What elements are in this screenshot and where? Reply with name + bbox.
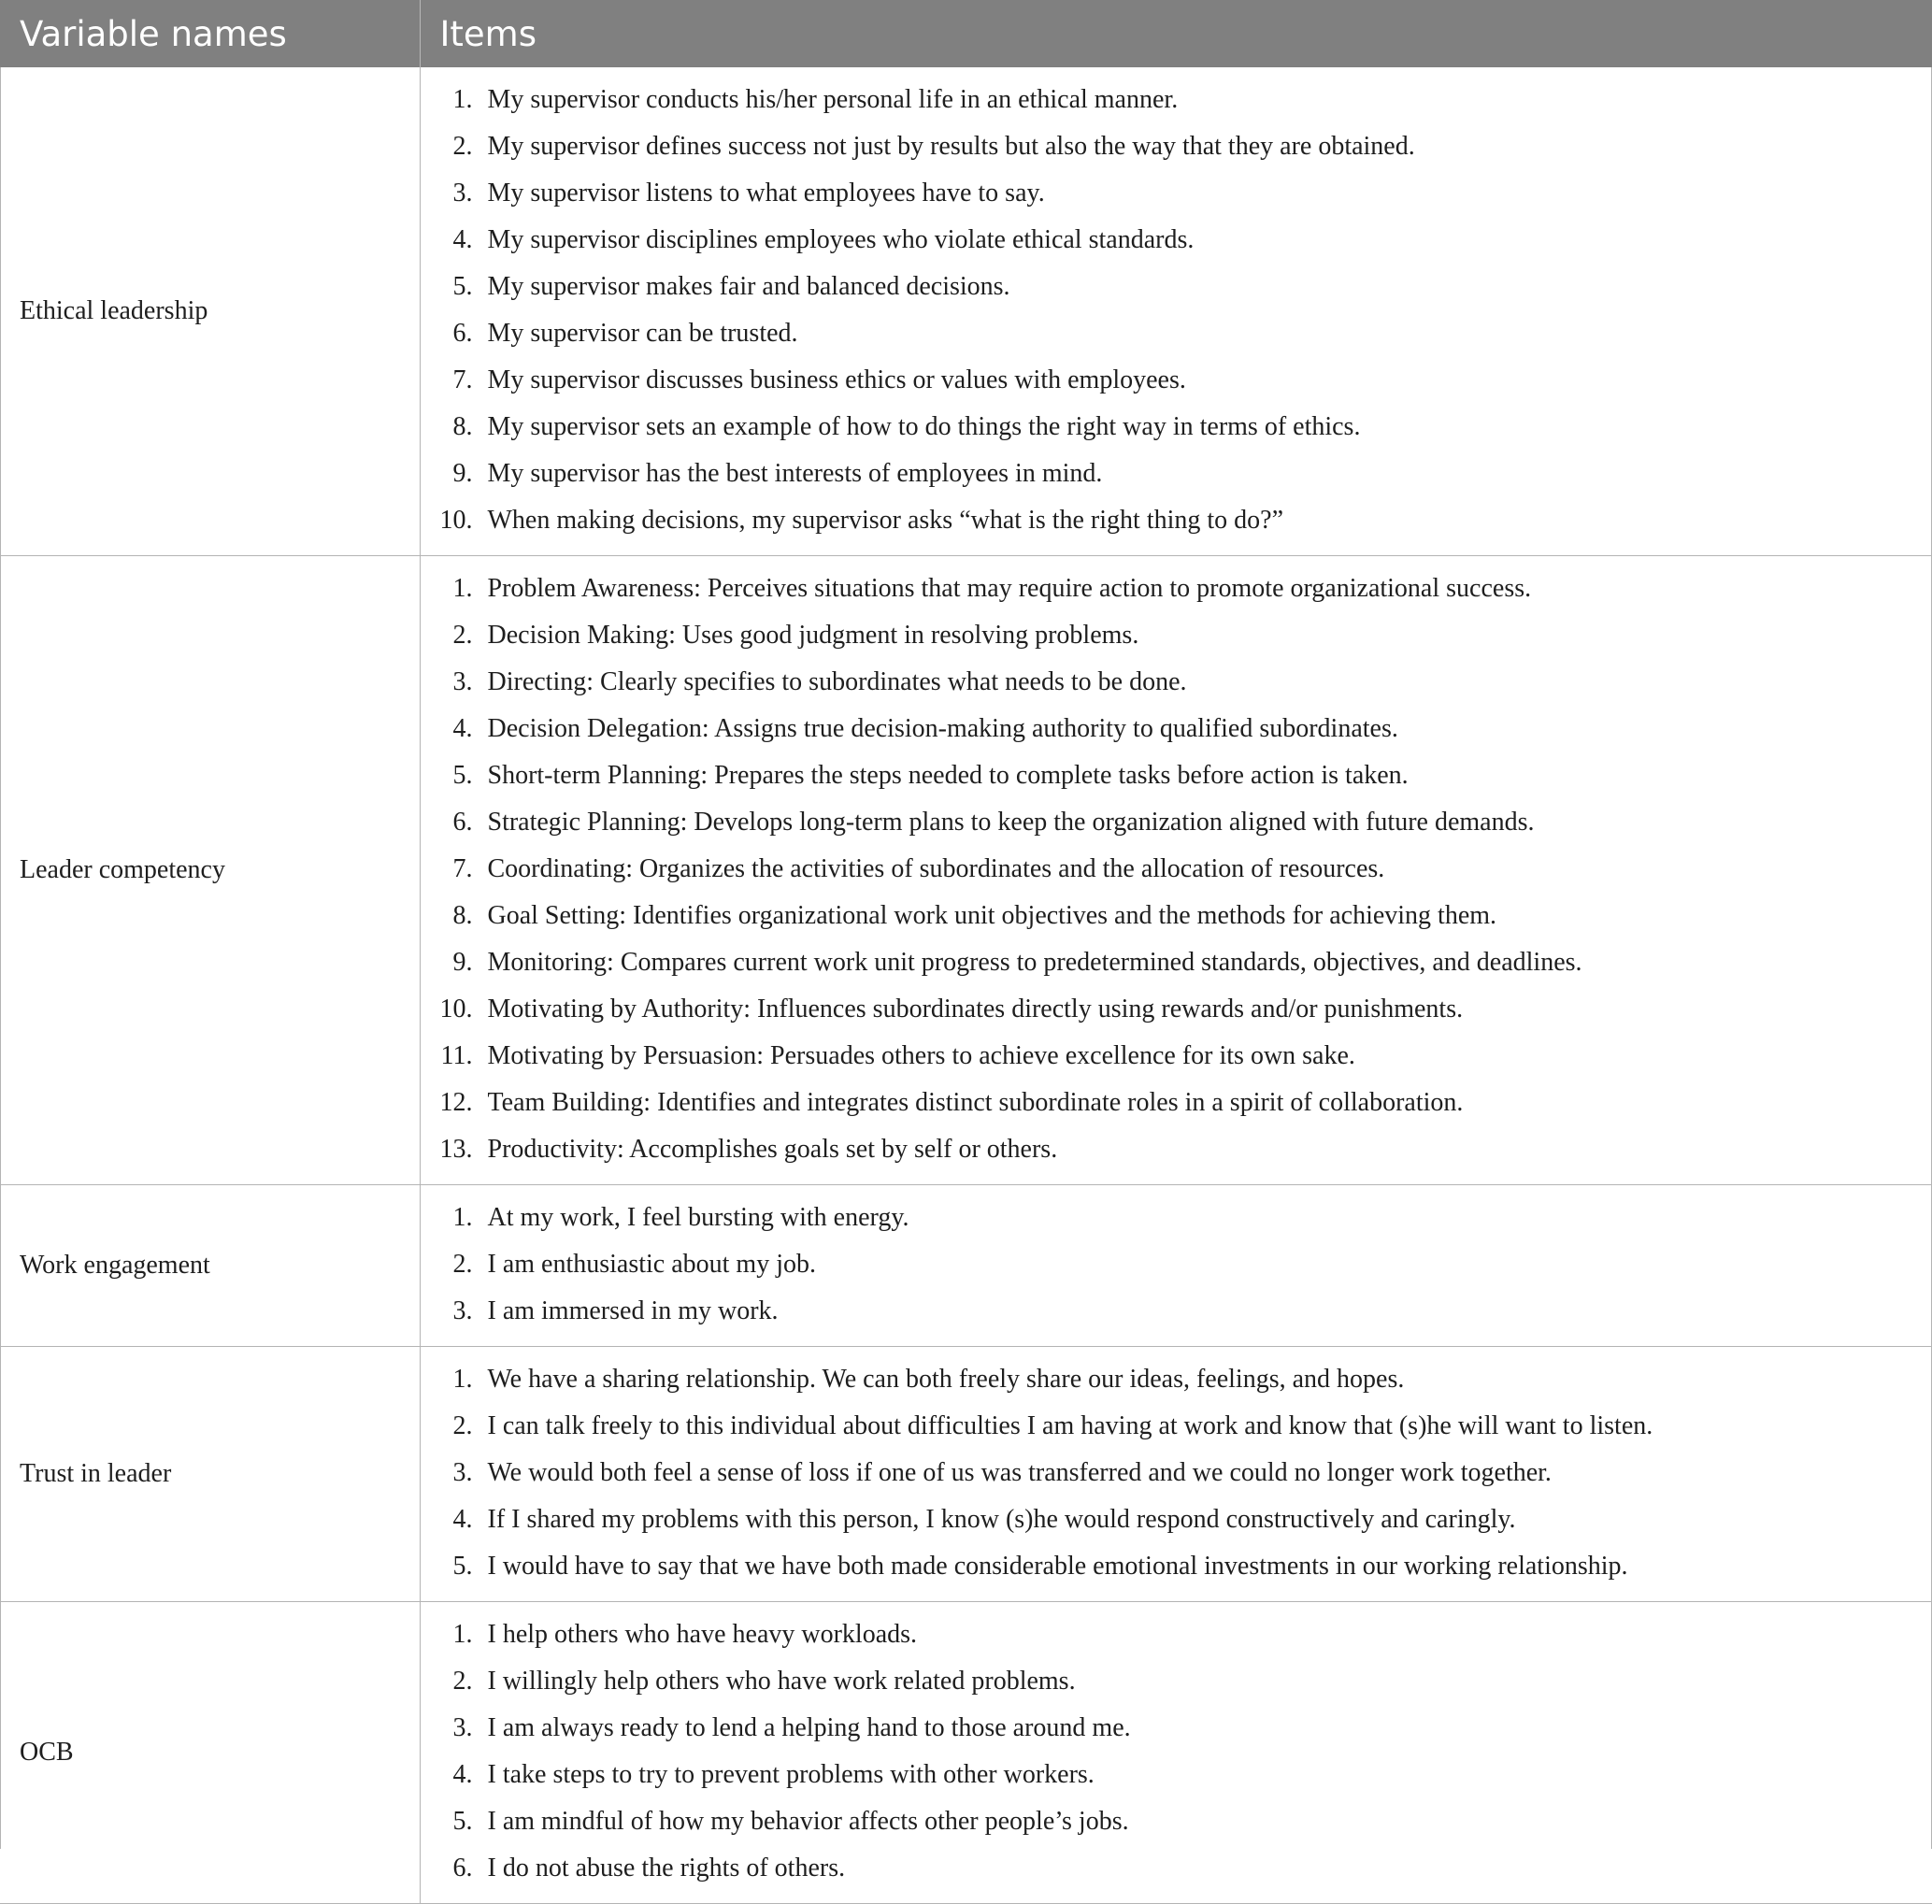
variable-name-cell [0, 1347, 420, 1602]
table-header [0, 0, 1932, 67]
items-cell [420, 556, 1932, 1185]
item-number: 5. [421, 761, 473, 791]
item-text: When making decisions, my supervisor asks “what is the right thing to do?” [473, 506, 1284, 536]
header-variable-names: Variable names [0, 0, 420, 67]
item-number: 6. [421, 319, 473, 349]
item-text: I am enthusiastic about my job. [473, 1250, 817, 1280]
variable-name-cell [0, 556, 420, 1185]
list-item [421, 1450, 1932, 1496]
item-number: 1. [421, 85, 473, 115]
item-text: My supervisor disciplines employees who violate ethical standards. [473, 225, 1195, 255]
item-number: 13. [421, 1135, 473, 1165]
item-number: 3. [421, 1713, 473, 1743]
list-item [421, 799, 1932, 846]
list-item [421, 1611, 1932, 1658]
list-item [421, 451, 1932, 497]
list-item [421, 1241, 1932, 1288]
table-row [0, 556, 1932, 1185]
list-item [421, 1705, 1932, 1752]
item-text: My supervisor can be trusted. [473, 319, 798, 349]
item-number: 5. [421, 1552, 473, 1582]
items-cell [420, 1602, 1932, 1904]
item-number: 1. [421, 1620, 473, 1650]
list-item [421, 264, 1932, 310]
item-number: 4. [421, 1760, 473, 1790]
table-row [0, 1602, 1932, 1904]
table-left-border [0, 67, 1, 1849]
variable-name: Ethical leadership [20, 296, 208, 325]
list-item [421, 1288, 1932, 1335]
list-item [421, 1356, 1932, 1403]
item-text: Monitoring: Compares current work unit progress to predetermined standards, objectives, and deadlines. [473, 948, 1582, 978]
list-item [421, 123, 1932, 170]
item-list [421, 77, 1932, 544]
list-item [421, 846, 1932, 893]
item-number: 9. [421, 948, 473, 978]
item-text: I take steps to try to prevent problems with other workers. [473, 1760, 1095, 1790]
item-text: I am immersed in my work. [473, 1296, 779, 1326]
item-number: 7. [421, 365, 473, 395]
item-text: My supervisor discusses business ethics or values with employees. [473, 365, 1186, 395]
item-text: Decision Making: Uses good judgment in resolving problems. [473, 621, 1139, 651]
list-item [421, 939, 1932, 986]
item-number: 12. [421, 1088, 473, 1118]
items-cell [420, 1347, 1932, 1602]
item-text: I willingly help others who have work related problems. [473, 1667, 1076, 1696]
variable-name: Work engagement [20, 1251, 210, 1280]
list-item [421, 893, 1932, 939]
item-number: 3. [421, 179, 473, 208]
list-item [421, 1126, 1932, 1173]
table-row [0, 1347, 1932, 1602]
item-number: 2. [421, 1250, 473, 1280]
item-text: If I shared my problems with this person, I know (s)he would respond constructively and caringly. [473, 1505, 1516, 1535]
item-number: 2. [421, 132, 473, 162]
item-list [421, 1195, 1932, 1335]
item-text: My supervisor conducts his/her personal life in an ethical manner. [473, 85, 1179, 115]
item-number: 11. [421, 1041, 473, 1071]
variable-name: Trust in leader [20, 1459, 171, 1488]
item-text: Productivity: Accomplishes goals set by self or others. [473, 1135, 1058, 1165]
list-item [421, 1033, 1932, 1080]
list-item [421, 1403, 1932, 1450]
item-text: We would both feel a sense of loss if one of us was transferred and we could no longer work together. [473, 1458, 1552, 1488]
item-number: 4. [421, 1505, 473, 1535]
item-text: Coordinating: Organizes the activities of subordinates and the allocation of resources. [473, 854, 1385, 884]
item-text: Motivating by Persuasion: Persuades others to achieve excellence for its own sake. [473, 1041, 1355, 1071]
item-text: Motivating by Authority: Influences subordinates directly using rewards and/or punishments. [473, 995, 1464, 1024]
list-item [421, 1798, 1932, 1845]
item-text: Goal Setting: Identifies organizational work unit objectives and the methods for achieving them. [473, 901, 1497, 931]
item-text: Problem Awareness: Perceives situations that may require action to promote organizational success. [473, 574, 1532, 604]
item-list [421, 565, 1932, 1173]
item-number: 4. [421, 225, 473, 255]
list-item [421, 659, 1932, 706]
item-text: Short-term Planning: Prepares the steps needed to complete tasks before action is taken. [473, 761, 1409, 791]
list-item [421, 1543, 1932, 1590]
list-item [421, 1658, 1932, 1705]
item-number: 3. [421, 1458, 473, 1488]
list-item [421, 1195, 1932, 1241]
list-item [421, 1496, 1932, 1543]
item-text: At my work, I feel bursting with energy. [473, 1203, 909, 1233]
item-text: I am always ready to lend a helping hand to those around me. [473, 1713, 1131, 1743]
item-number: 6. [421, 1854, 473, 1883]
item-number: 4. [421, 714, 473, 744]
item-text: Decision Delegation: Assigns true decision-making authority to qualified subordinates. [473, 714, 1398, 744]
list-item [421, 217, 1932, 264]
table-body [0, 67, 1932, 1904]
item-number: 10. [421, 995, 473, 1024]
items-cell [420, 67, 1932, 556]
item-text: I would have to say that we have both made considerable emotional investments in our working relationship. [473, 1552, 1628, 1582]
list-item [421, 404, 1932, 451]
variable-name-cell [0, 1602, 420, 1904]
item-number: 7. [421, 854, 473, 884]
table-row [0, 1185, 1932, 1347]
item-number: 1. [421, 1203, 473, 1233]
variable-name: OCB [20, 1738, 74, 1767]
list-item [421, 357, 1932, 404]
list-item [421, 310, 1932, 357]
item-number: 8. [421, 412, 473, 442]
list-item [421, 1752, 1932, 1798]
item-number: 3. [421, 667, 473, 697]
item-number: 5. [421, 272, 473, 302]
item-text: Directing: Clearly specifies to subordinates what needs to be done. [473, 667, 1187, 697]
item-text: I help others who have heavy workloads. [473, 1620, 918, 1650]
item-number: 8. [421, 901, 473, 931]
header-row [0, 0, 1932, 67]
item-text: We have a sharing relationship. We can both freely share our ideas, feelings, and hopes. [473, 1365, 1405, 1395]
variable-name-cell [0, 1185, 420, 1347]
items-cell [420, 1185, 1932, 1347]
item-text: I do not abuse the rights of others. [473, 1854, 846, 1883]
item-text: My supervisor sets an example of how to do things the right way in terms of ethics. [473, 412, 1361, 442]
list-item [421, 497, 1932, 544]
variable-name: Leader competency [20, 855, 225, 884]
list-item [421, 986, 1932, 1033]
item-number: 2. [421, 1411, 473, 1441]
item-number: 9. [421, 459, 473, 489]
item-number: 6. [421, 808, 473, 837]
item-number: 10. [421, 506, 473, 536]
header-items: Items [420, 0, 1932, 67]
item-text: I can talk freely to this individual about difficulties I am having at work and know that (s)he will want to listen. [473, 1411, 1653, 1441]
item-text: My supervisor listens to what employees have to say. [473, 179, 1045, 208]
item-number: 1. [421, 1365, 473, 1395]
item-text: Team Building: Identifies and integrates distinct subordinate roles in a spirit of collaboration. [473, 1088, 1464, 1118]
list-item [421, 752, 1932, 799]
list-item [421, 170, 1932, 217]
list-item [421, 612, 1932, 659]
list-item [421, 77, 1932, 123]
list-item [421, 1080, 1932, 1126]
item-text: My supervisor defines success not just by results but also the way that they are obtained. [473, 132, 1415, 162]
item-text: Strategic Planning: Develops long-term plans to keep the organization aligned with future demands. [473, 808, 1535, 837]
list-item [421, 1845, 1932, 1892]
item-number: 2. [421, 1667, 473, 1696]
table-row [0, 67, 1932, 556]
item-text: My supervisor makes fair and balanced decisions. [473, 272, 1010, 302]
item-number: 3. [421, 1296, 473, 1326]
item-list [421, 1356, 1932, 1590]
variable-name-cell [0, 67, 420, 556]
item-text: My supervisor has the best interests of employees in mind. [473, 459, 1103, 489]
item-text: I am mindful of how my behavior affects other people’s jobs. [473, 1807, 1129, 1837]
item-number: 2. [421, 621, 473, 651]
list-item [421, 565, 1932, 612]
item-list [421, 1611, 1932, 1892]
list-item [421, 706, 1932, 752]
item-number: 1. [421, 574, 473, 604]
item-number: 5. [421, 1807, 473, 1837]
